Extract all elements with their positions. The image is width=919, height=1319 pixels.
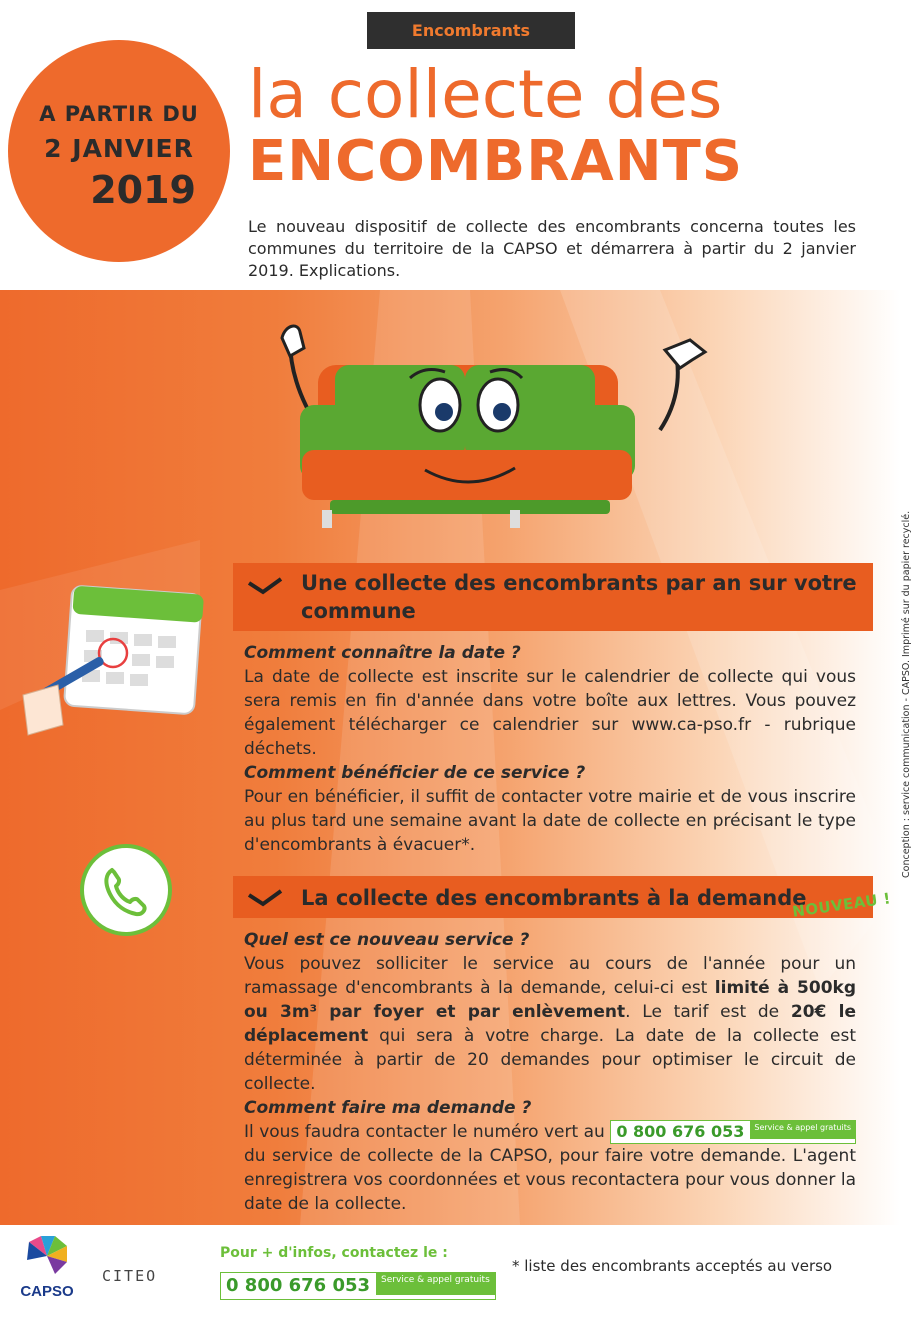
checkmark-icon [247, 577, 283, 595]
citeo-logo: CITEO [102, 1267, 158, 1285]
section-1-answer-2: Pour en bénéficier, il suffit de contacter votre mairie et de vous inscrire au plus tard une semaine avant la date de collecte en précisant le type d'encombrants à évacuer*. [244, 787, 856, 855]
phone-number: 0 800 676 053 [226, 1275, 371, 1296]
capso-logo-text: CAPSO [20, 1283, 74, 1300]
answer-text: du service de collecte de la CAPSO, pour faire votre demande. L'agent enregistrera vos coordonnées et vous recontactera pour vous donner la date de la collecte. [244, 1146, 856, 1214]
vertical-credit [899, 490, 913, 880]
phone-icon [80, 844, 172, 936]
footer-phone-number-box[interactable] [220, 1272, 496, 1300]
checkmark-icon [247, 889, 283, 907]
section-2-title: La collecte des encombrants à la demande [301, 886, 807, 910]
calendar-illustration [18, 575, 218, 745]
date-line-2: 2 JANVIER [44, 134, 194, 163]
category-tag: Encombrants [367, 12, 575, 49]
credit-text: Conception : service communication - CAPSO. Imprimé sur du papier recyclé. [901, 510, 912, 878]
date-line-3: 2019 [90, 168, 196, 212]
section-2-question-1: Quel est ce nouveau service ? [244, 930, 530, 950]
price-text: 20€ le déplacement [244, 1002, 856, 1046]
phone-handset-icon [84, 848, 168, 932]
answer-text: . Le tarif est de [625, 1002, 791, 1022]
footnote: * liste des encombrants acceptés au verso [512, 1257, 833, 1275]
section-1-banner [233, 563, 873, 631]
answer-text: qui sera à votre charge. La date de la collecte est déterminée à partir de 20 demandes pour optimiser le circuit de collecte. [244, 1026, 856, 1094]
phone-number-box[interactable] [610, 1120, 856, 1144]
page-title-line-2: ENCOMBRANTS [248, 129, 744, 194]
section-1-question-1: Comment connaître la date ? [244, 643, 521, 663]
new-badge: NOUVEAU ! [791, 889, 893, 921]
intro-paragraph: Le nouveau dispositif de collecte des encombrants concerna toutes les communes du territoire de la CAPSO et démarrera à partir du 2 janvier 2019. Explications. [248, 217, 856, 280]
footer-phone [220, 1272, 496, 1300]
section-2-body [244, 928, 856, 1216]
date-line-1: A PARTIR DU [39, 102, 199, 126]
section-2-answer-2 [244, 1120, 856, 1216]
section-1-body [244, 641, 856, 857]
free-call-label: Service & appel gratuits [376, 1273, 495, 1295]
capso-logo [12, 1232, 82, 1312]
phone-number: 0 800 676 053 [616, 1122, 745, 1141]
section-1-answer-1: La date de collecte est inscrite sur le calendrier de collecte qui vous sera remis en fin d'année dans votre boîte aux lettres. Vous pouvez également télécharger ce calendrier sur www.ca-pso.fr - rubrique déchets. [244, 667, 856, 759]
section-2-answer-1 [244, 952, 856, 1096]
answer-text: Il vous faudra contacter le numéro vert au [244, 1122, 611, 1142]
page-title-line-1: la collecte des [248, 56, 723, 133]
section-1-question-2: Comment bénéficier de ce service ? [244, 763, 586, 783]
section-1-title: Une collecte des encombrants par an sur votre commune [301, 571, 857, 623]
section-2-banner [233, 876, 873, 918]
sofa-mascot-illustration [260, 320, 720, 540]
answer-text: Vous pouvez solliciter le service au cours de l'année pour un ramassage d'encombrants à la demande, celui-ci est [244, 954, 856, 998]
limit-text: limité à 500kg ou 3m³ par foyer et par enlèvement [244, 978, 856, 1022]
date-circle [8, 40, 230, 262]
free-call-label: Service & appel gratuits [750, 1121, 855, 1139]
footer-info-label: Pour + d'infos, contactez le : [220, 1245, 448, 1261]
section-2-question-2: Comment faire ma demande ? [244, 1098, 532, 1118]
